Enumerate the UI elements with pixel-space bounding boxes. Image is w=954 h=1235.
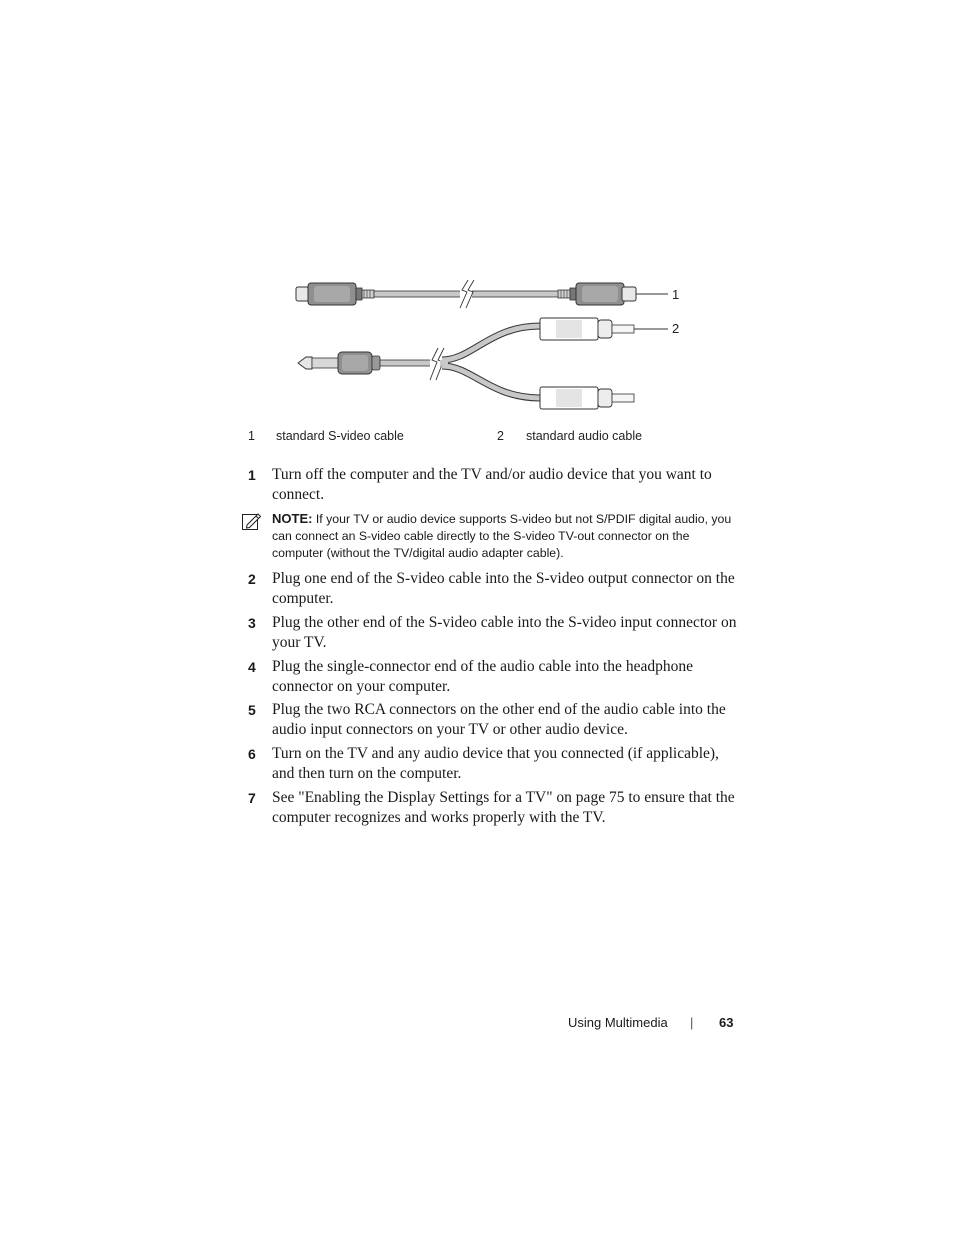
caption-number-2: 2 xyxy=(497,429,504,443)
step-number: 3 xyxy=(248,615,256,631)
step-number: 7 xyxy=(248,790,256,806)
note-pencil-icon xyxy=(242,512,262,535)
note-label: NOTE: xyxy=(272,511,313,526)
step-number: 5 xyxy=(248,702,256,718)
caption-number-1: 1 xyxy=(248,429,255,443)
step-text: Turn off the computer and the TV and/or audio device that you want to connect. xyxy=(272,466,712,503)
step-number: 6 xyxy=(248,746,256,762)
note-body: If your TV or audio device supports S-video but not S/PDIF digital audio, you can connect an S-video cable directly to the S-video TV-out connector on the computer (without the TV/digital audio adapter cable). xyxy=(272,512,732,560)
step-text: Plug the other end of the S-video cable into the S-video input connector on your TV. xyxy=(272,614,737,651)
step-number: 4 xyxy=(248,659,256,675)
step-text: Plug the single-connector end of the audio cable into the headphone connector on your computer. xyxy=(272,658,693,695)
caption-label-1: standard S-video cable xyxy=(276,429,404,443)
cable-illustration xyxy=(240,270,700,420)
cables-diagram xyxy=(240,270,700,420)
step-text: Turn on the TV and any audio device that you connected (if applicable), and then turn on the computer. xyxy=(272,745,719,782)
note-text xyxy=(272,510,742,562)
footer-section-title: Using Multimedia xyxy=(568,1015,668,1030)
page-number: 63 xyxy=(719,1015,734,1030)
step-text: See "Enabling the Display Settings for a TV" on page 75 to ensure that the computer recognizes and works properly with the TV. xyxy=(272,789,735,826)
footer-separator: | xyxy=(690,1015,694,1030)
s-video-cable-drawing xyxy=(296,280,668,308)
step-number: 2 xyxy=(248,571,256,587)
caption-label-2: standard audio cable xyxy=(526,429,643,443)
step-number: 1 xyxy=(248,467,256,483)
callout-2: 2 xyxy=(672,321,680,336)
step-text: Plug one end of the S-video cable into the S-video output connector on the computer. xyxy=(272,570,735,607)
callout-1: 1 xyxy=(672,287,680,302)
step-text: Plug the two RCA connectors on the other end of the audio cable into the audio input connectors on your TV or other audio device. xyxy=(272,701,726,738)
audio-cable-drawing xyxy=(298,318,668,409)
